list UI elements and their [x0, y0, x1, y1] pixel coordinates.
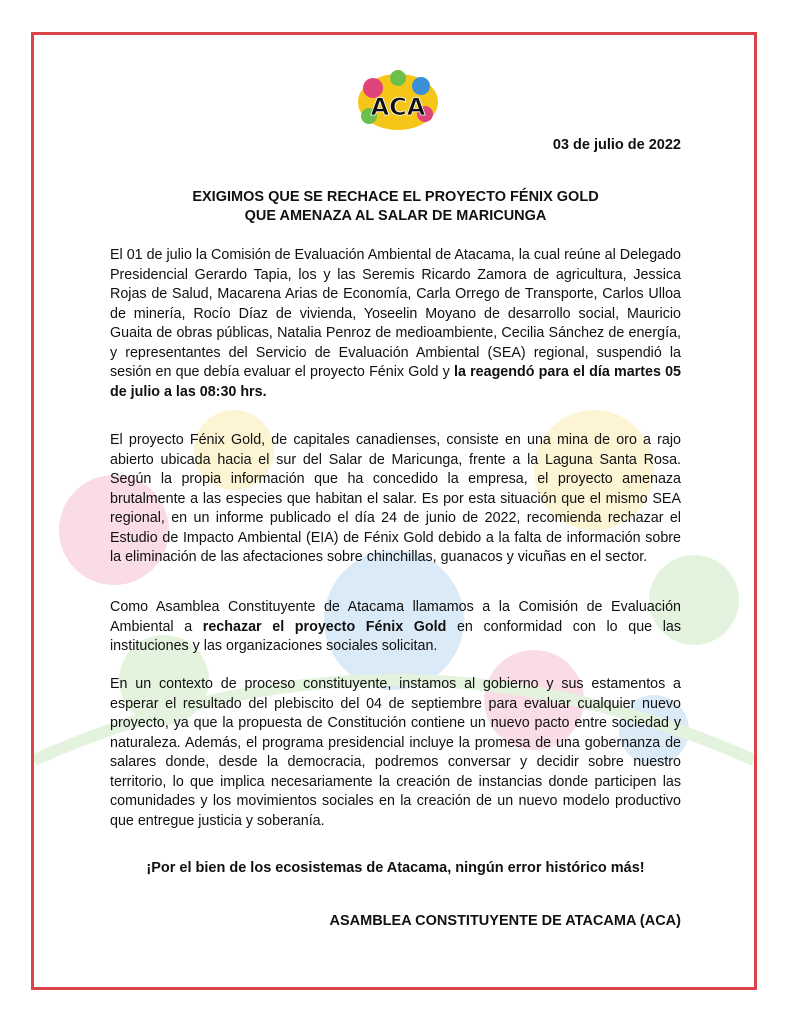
document-date: 03 de julio de 2022: [552, 137, 681, 153]
document-title: [110, 188, 681, 226]
paragraph-2: El proyecto Fénix Gold, de capitales canadienses, consiste en una mina de oro a rajo abierto ubicada hacia el sur del Salar de Maricunga, frente a la Laguna Santa Rosa. Según la propia información que ha concedido la empresa, el proyecto amenaza brutalmente a las especies que habitan el salar. Es por esta situación que el mismo SEA regional, en un informe publicado el día 24 de junio de 2022, recomienda rechazar el Estudio de Impacto Ambiental (EIA) de Fénix Gold debido a la falta de información sobre la eliminación de las afectaciones sobre chinchillas, guanacos y vicuñas en el sector.: [110, 432, 681, 565]
paragraph-1: [110, 246, 681, 402]
paragraph-3-before: Como Asamblea Constituyente de Atacama llamamos a la Comisión de Evaluación Ambiental a: [110, 599, 681, 635]
aca-logo: [355, 66, 441, 132]
paragraph-3-after: en conformidad con lo que las instituciones y las organizaciones sociales solicitan.: [110, 618, 682, 654]
closing-statement: ¡Por el bien de los ecosistemas de Atacama, ningún error histórico más!: [146, 860, 645, 876]
paragraph-3: [110, 598, 681, 657]
logo-text: ACA: [370, 93, 426, 121]
paragraph-1-bold: la reagendó para el día martes 05 de julio a las 08:30 hrs.: [110, 364, 681, 400]
paragraph-1-text: El 01 de julio la Comisión de Evaluación Ambiental de Atacama, la cual reúne al Delegado Presidencial Gerardo Tapia, los y las Seremis Ricardo Zamora de agricultura, Jessica Rojas de Salud, Macarena Arias de Economía, Carla Orrego de Transporte, Carlos Ulloa de minería, Rocío Díaz de vivienda, Yoseelin Moyano de desarrollo social, Mauricio Guaita de obras públicas, Natalia Penroz de medioambiente, Cecilia Sánchez de energía, y representantes del Servicio de Evaluación Ambiental (SEA) regional, suspendió la sesión en que debía evaluar el proyecto Fénix Gold y: [110, 247, 681, 380]
paragraph-4: En un contexto de proceso constituyente, instamos al gobierno y sus estamentos a esperar el resultado del plebiscito del 04 de septiembre para evaluar cualquier nuevo proyecto, ya que la propuesta de Constitución contiene un nuevo pacto entre sociedad y naturaleza. Además, el programa presidencial incluye la promesa de una gobernanza de salares donde, desde la democracia, podremos conversar y decidir sobre nuestro territorio, lo que implica necesariamente la creación de instancias donde participen las comunidades y los movimientos sociales en la creación de un nuevo modelo productivo que entregue justicia y soberanía.: [110, 676, 681, 829]
title-line-2: QUE AMENAZA AL SALAR DE MARICUNGA: [244, 208, 547, 224]
title-line-1: EXIGIMOS QUE SE RECHACE EL PROYECTO FÉNIX GOLD: [192, 189, 599, 205]
signature: ASAMBLEA CONSTITUYENTE DE ATACAMA (ACA): [329, 913, 681, 929]
paragraph-3-bold: rechazar el proyecto Fénix Gold: [202, 618, 447, 635]
